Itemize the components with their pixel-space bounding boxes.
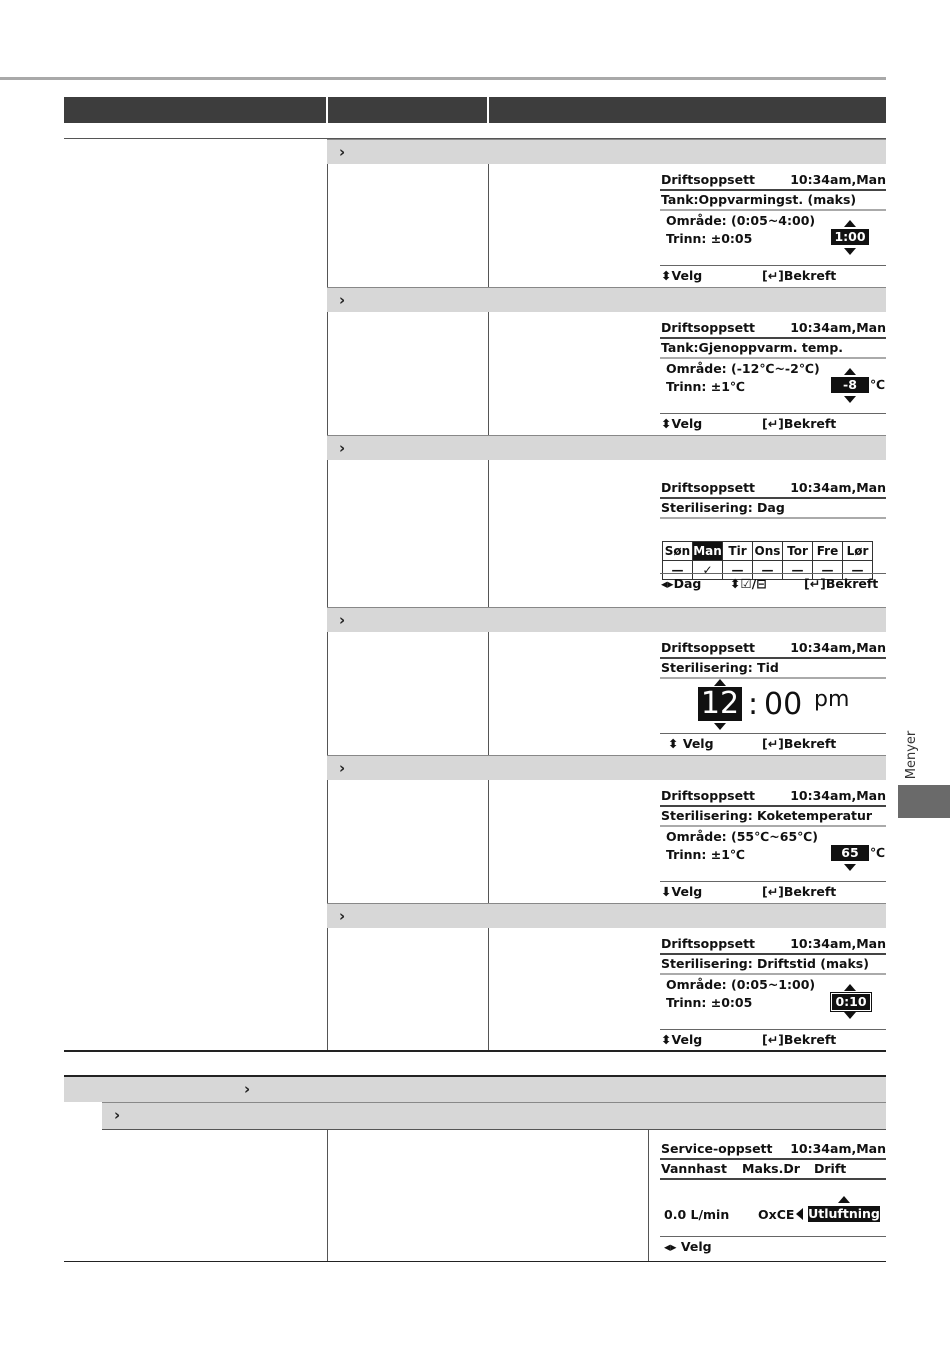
screen-time: 10:34am,Man [790,172,886,187]
footer-left: Velg [671,1032,703,1047]
value-box: -8 [831,377,869,393]
leftright-icon: ◂▸ [664,1239,677,1254]
col-mode-label: Drift [814,1161,847,1176]
screen-title: Driftsoppsett [661,480,756,495]
hour-value: 12 [698,687,742,721]
lcd-screen-5 [660,787,886,903]
day-header: Tor [783,542,813,561]
row-band-5 [327,755,886,780]
value-box: 1:00 [831,229,869,245]
arrow-down-icon [844,1012,856,1019]
row-band-6 [327,903,886,928]
arrow-up-icon [844,368,856,375]
value-box: 65 [831,845,869,861]
screen-title: Driftsoppsett [661,640,756,655]
screen-time: 10:34am,Man [790,640,886,655]
chevron-right-icon: › [339,611,346,629]
row-band-4 [327,607,886,632]
screen-title: Service-oppsett [661,1141,773,1156]
table2-bottom-rule [64,1261,886,1262]
footer-right: [↵]Bekreft [762,416,837,431]
table-header-col3 [489,97,886,123]
arrow-left-icon [796,1208,803,1220]
subsection-band [102,1102,886,1129]
footer-left: Velg [682,736,714,751]
footer-right: [↵]Bekreft [762,736,837,751]
lcd-screen-3 [660,479,886,597]
section-band [64,1075,886,1102]
step-text: Trinn: ±0:05 [666,995,753,1010]
screen-time: 10:34am,Man [790,936,886,951]
arrow-down-icon [844,248,856,255]
day-mark: — [663,561,693,580]
step-text: Trinn: ±1℃ [666,847,746,862]
side-tab-label: Menyer [904,730,919,780]
table-header-col2 [328,97,487,123]
day-header: Ons [753,542,783,561]
screen-subtitle: Sterilisering: Koketemperatur [661,808,873,823]
screen-title: Driftsoppsett [661,320,756,335]
row-band-3 [327,435,886,460]
footer-left: Velg [680,1239,712,1254]
chevron-right-icon: › [339,439,346,457]
row-band-2 [327,287,886,312]
lcd-screen-2 [660,319,886,435]
screen-subtitle: Sterilisering: Driftstid (maks) [661,956,869,971]
range-text: Område: (0:05~4:00) [666,213,816,228]
updown-icon: ⬍ [661,1032,672,1047]
footer-left: Dag [673,576,702,591]
day-header: Lør [843,542,873,561]
updown-icon: ⬍ [661,268,672,283]
footer-left: Velg [671,884,703,899]
step-text: Trinn: ±1℃ [666,379,746,394]
day-mark: — [813,561,843,580]
minute-value: 00 [764,687,803,722]
footer-left: Velg [671,416,703,431]
range-text: Område: (0:05~1:00) [666,977,816,992]
arrow-up-icon [714,679,726,686]
footer-right: [↵]Bekreft [804,576,879,591]
value-box: 0:10 [831,993,871,1011]
screen-time: 10:34am,Man [790,480,886,495]
day-mark: — [783,561,813,580]
step-text: Trinn: ±0:05 [666,231,753,246]
arrow-down-icon [844,864,856,871]
footer-right: [↵]Bekreft [762,884,837,899]
day-header: Tir [723,542,753,561]
lcd-service-screen [660,1140,886,1258]
screen-title: Driftsoppsett [661,936,756,951]
screen-subtitle: Sterilisering: Dag [661,500,785,515]
lcd-screen-6 [660,935,886,1051]
screen-title: Driftsoppsett [661,788,756,803]
chevron-right-icon: › [339,291,346,309]
table-header-col1 [64,97,326,123]
lcd-screen-1 [660,171,886,287]
screen-time: 10:34am,Man [790,320,886,335]
day-header: Søn [663,542,693,561]
chevron-right-icon: › [339,759,346,777]
footer-mid: ☑/⊟ [740,576,767,591]
day-header-selected: Man [693,542,723,561]
ampm-value: pm [814,687,850,712]
arrow-up-icon [844,984,856,991]
day-mark: ✓ [693,561,723,580]
range-text: Område: (55℃~65℃) [666,829,818,844]
table2-divider-2 [648,1130,649,1261]
unit-label: ℃ [870,845,886,860]
day-mark: — [723,561,753,580]
updown-icon: ⬍ [730,576,741,591]
arrow-up-icon [844,220,856,227]
updown-icon: ⬍ [668,736,679,751]
day-header: Fre [813,542,843,561]
lcd-screen-4 [660,639,886,755]
mode-value-box: Utluftning [808,1206,880,1221]
range-text: Område: (-12℃~-2℃) [666,361,820,376]
day-mark: — [753,561,783,580]
row-band-1 [327,139,886,164]
day-mark: — [843,561,873,580]
screen-subtitle: Tank:Oppvarmingst. (maks) [661,192,857,207]
screen-title: Driftsoppsett [661,172,756,187]
col-pressure-label: Maks.Dr [742,1161,800,1176]
top-rule [0,77,886,80]
time-separator: : [748,687,759,722]
arrow-down-icon [844,396,856,403]
leftright-icon: ◂▸ [661,576,674,591]
footer-left: Velg [671,268,703,283]
screen-time: 10:34am,Man [790,788,886,803]
screen-subtitle: Tank:Gjenoppvarm. temp. [661,340,844,355]
chevron-right-icon: › [339,907,346,925]
flow-value: 0.0 L/min [664,1207,730,1222]
chevron-right-icon: › [114,1106,121,1124]
footer-right: [↵]Bekreft [762,268,837,283]
col-flow-label: Vannhast [661,1161,727,1176]
footer-right: [↵]Bekreft [762,1032,837,1047]
arrow-up-icon [838,1196,850,1203]
screen-time: 10:34am,Man [790,1141,886,1156]
side-tab-marker [898,785,950,818]
subsection-rule [102,1129,886,1130]
code-value: OxCE [758,1207,795,1222]
unit-label: ℃ [870,377,886,392]
table2-divider-1 [327,1130,328,1261]
chevron-right-icon: › [244,1080,251,1098]
arrow-down-icon [714,723,726,730]
updown-icon: ⬍ [661,416,672,431]
screen-subtitle: Sterilisering: Tid [661,660,779,675]
down-icon: ⬇ [661,884,672,899]
chevron-right-icon: › [339,143,346,161]
